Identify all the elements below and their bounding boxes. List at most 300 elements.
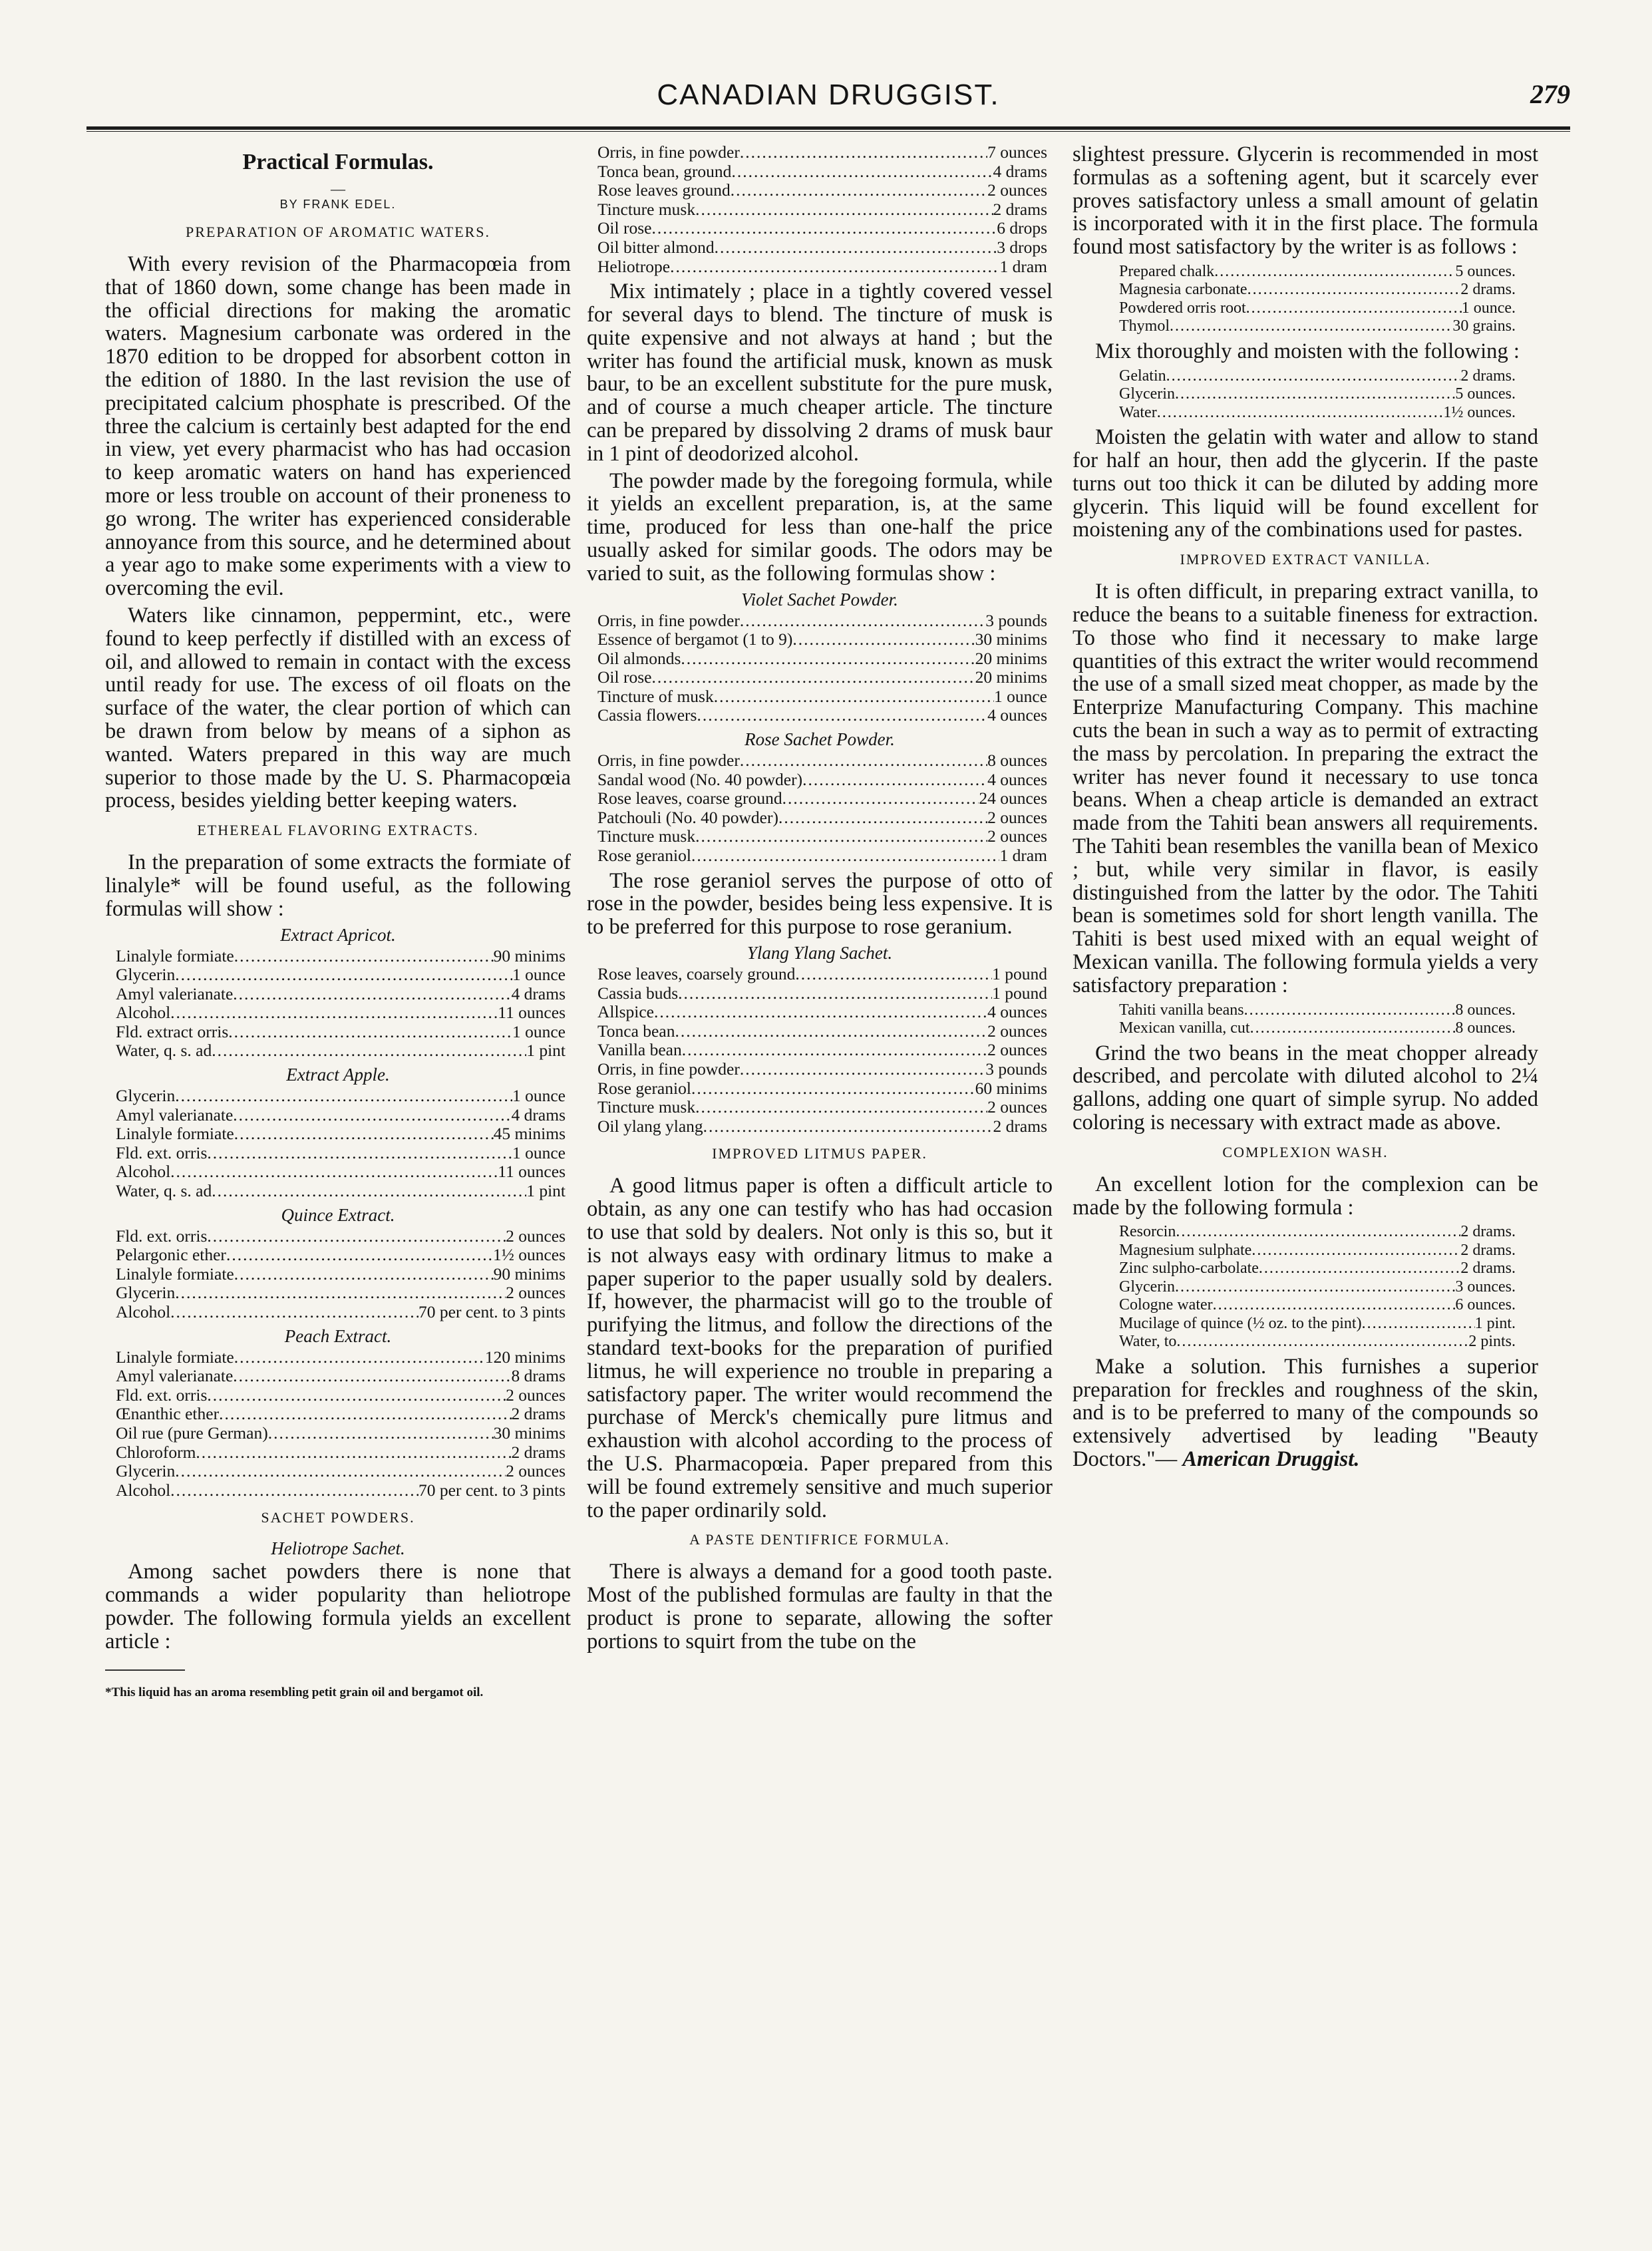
paragraph: There is always a demand for a good tooth paste. Most of the published formulas are faulty in that the product is prone to separate, allowing the softer portions to squirt from the tube on the xyxy=(587,1560,1053,1653)
formula-line xyxy=(116,1265,566,1284)
formula-line xyxy=(597,668,1047,687)
ingredient-name: Heliotrope xyxy=(597,256,671,276)
closing-text: Make a solution. This furnishes a superior preparation for freckles and roughness of the skin, and is to be preferred to many of the compounds so extensively advertised by leading "Beauty Doctors."— xyxy=(1073,1354,1538,1472)
section-heading: A PASTE DENTIFRICE FORMULA. xyxy=(689,1531,950,1548)
ingredient-name: Tincture musk xyxy=(597,1097,696,1117)
ingredient-quantity: 2 ounces xyxy=(987,807,1047,827)
ingredient-name: Resorcin xyxy=(1119,1223,1176,1241)
ingredient-quantity: 1 ounce xyxy=(512,1021,566,1041)
dot-leader xyxy=(1213,1296,1456,1315)
ingredient-name: Gelatin xyxy=(1119,367,1166,385)
ingredient-name: Rose geraniol xyxy=(597,1078,691,1098)
formula-list xyxy=(587,143,1053,276)
ingredient-quantity: 6 drops xyxy=(997,218,1047,238)
ingredient-name: Glycerin xyxy=(116,1461,176,1481)
paragraph: A good litmus paper is often a difficult article to obtain, as any one can testify who has had occasion to use that sold by dealers. Not only is this so, but it is not always easy with ordinary litmus to make a paper superior to the paper usually sold by dealers. If, however, the pharmacist will go to the trouble of purifying the litmus, and follow the directions of the standard text-books for the preparation of purified litmus, he will experience no trouble in preparing a satisfactory paper. The writer would recommend the purchase of Merck's chemically pure litmus and exhaustion with alcohol according to the process of the U.S. Pharmacopœia. Paper prepared from this will be found extremely sensitive and much superior to the paper ordinarily sold. xyxy=(587,1174,1053,1522)
dot-leader xyxy=(697,706,987,725)
ingredient-name: Fld. extract orris xyxy=(116,1021,229,1041)
ingredient-quantity: 2 pints. xyxy=(1468,1333,1516,1351)
running-header xyxy=(86,79,1570,118)
ingredient-quantity: 4 drams xyxy=(993,161,1047,181)
formula-line xyxy=(116,1443,566,1463)
ingredient-name: Cassia buds xyxy=(597,983,679,1003)
ingredient-quantity: 1 pint xyxy=(526,1041,566,1061)
formula-list xyxy=(105,947,571,1061)
dot-leader xyxy=(170,1303,418,1322)
ingredient-name: Alcohol xyxy=(116,1003,171,1023)
ingredient-quantity: 4 ounces xyxy=(987,1002,1047,1022)
dot-leader xyxy=(234,1125,494,1144)
ingredient-quantity: 3 ounces. xyxy=(1455,1278,1516,1296)
ingredient-name: Fld. ext. orris xyxy=(116,1142,208,1162)
ingredient-name: Fld. ext. orris xyxy=(116,1226,208,1246)
formula-line xyxy=(597,162,1047,182)
ingredient-name: Glycerin xyxy=(116,1086,176,1106)
dot-leader xyxy=(1251,1242,1460,1260)
ingredient-quantity: 2 drams xyxy=(511,1442,566,1462)
formula-line xyxy=(116,1348,566,1367)
formula-line xyxy=(1119,1315,1516,1333)
dot-leader xyxy=(731,181,987,200)
ingredient-name: Magnesium sulphate xyxy=(1119,1241,1252,1259)
section-heading: PREPARATION OF AROMATIC WATERS. xyxy=(185,224,491,240)
ingredient-name: Pelargonic ether xyxy=(116,1245,226,1265)
ingredient-quantity: 2 drams xyxy=(511,1404,566,1424)
formula-line xyxy=(116,985,566,1004)
formula-line xyxy=(116,1087,566,1106)
ingredient-name: Powdered orris root xyxy=(1119,299,1246,317)
ingredient-name: Rose leaves, coarsely ground xyxy=(597,964,796,984)
paragraph: The powder made by the foregoing formula, while it yields an excellent preparation, is, at the same time, produced for less than one-half the price usually asked for similar goods. The odors may be varied to suit, as the following formulas show : xyxy=(587,468,1053,586)
formula-line xyxy=(1119,1242,1516,1260)
ingredient-quantity: 1 pound xyxy=(992,964,1047,984)
ingredient-name: Linalyle formiate xyxy=(116,1264,234,1284)
formula-line xyxy=(116,1284,566,1303)
byline: BY FRANK EDEL. xyxy=(279,198,397,211)
dot-leader xyxy=(1157,404,1444,423)
formula-line xyxy=(597,687,1047,707)
paragraph: It is often difficult, in preparing extract vanilla, to reduce the beans to a suitable fineness for extraction. To those who find it necessary to make large quantities of this extract the writer would recommend the use of a small sized meat chopper, as made by the Enterprize Manufacturing Company. This machine cuts the bean in such a way as to permit of extracting the mass by percolation. In preparing the extract the writer has never found it necessary to use tonca beans. When a cheap article is demanded an extract made from the Tahiti bean answers all requirements. The Tahiti bean resembles the vanilla bean of Mexico ; but, while very similar in flavor, is easily distinguished from the latter by the odor. The Tahiti bean is sometimes sold for short length vanilla. The Tahiti is best used mixed with an equal weight of Mexican vanilla. The following formula yields a very satisfactory preparation : xyxy=(1073,580,1538,997)
paragraph: Moisten the gelatin with water and allow to stand for half an hour, then add the glycerin. If the paste turns out too thick it can be diluted by adding more glycerin. This liquid will be found excellent for moistening any of the combinations used for pastes. xyxy=(1073,425,1538,542)
ingredient-name: Amyl valerianate xyxy=(116,983,234,1003)
ingredient-name: Water, q. s. ad xyxy=(116,1181,212,1201)
formula-line xyxy=(116,1227,566,1246)
ingredient-quantity: 2 drams xyxy=(993,1116,1047,1136)
dot-leader xyxy=(1214,263,1455,281)
ingredient-quantity: 1½ ounces. xyxy=(1443,403,1516,421)
ingredient-quantity: 8 drams xyxy=(511,1366,566,1386)
formula-line xyxy=(116,1023,566,1042)
section-heading: IMPROVED LITMUS PAPER. xyxy=(712,1145,927,1162)
formula-line xyxy=(1119,1001,1516,1020)
dot-leader xyxy=(233,985,511,1004)
formula-line xyxy=(1119,1333,1516,1351)
dot-leader xyxy=(234,947,494,966)
dot-leader xyxy=(691,1079,975,1099)
formula-list xyxy=(1073,263,1538,336)
ingredient-name: Tincture musk xyxy=(597,199,696,219)
ingredient-name: Orris, in fine powder xyxy=(597,142,740,162)
dot-leader xyxy=(226,1246,493,1265)
ingredient-quantity: 2 ounces xyxy=(987,1040,1047,1060)
formula-line xyxy=(1119,299,1516,318)
ingredient-name: Orris, in fine powder xyxy=(597,751,740,771)
ingredient-name: Orris, in fine powder xyxy=(597,610,740,630)
ingredient-quantity: 1 ounce. xyxy=(1461,299,1516,317)
dot-leader xyxy=(782,789,979,808)
article-title: Practical Formulas. xyxy=(242,150,434,174)
formula-line xyxy=(1119,317,1516,336)
ingredient-quantity: 6 ounces. xyxy=(1455,1296,1516,1314)
dot-leader xyxy=(268,1424,494,1443)
ingredient-quantity: 1 dram xyxy=(999,846,1047,866)
ingredient-quantity: 8 ounces. xyxy=(1455,1001,1516,1019)
dot-leader xyxy=(1244,1001,1456,1020)
paragraph: Grind the two beans in the meat chopper already described, and percolate with diluted alcohol to 2¼ gallons, adding one quart of simple syrup. No added coloring is necessary with extract made as above. xyxy=(1073,1041,1538,1134)
ingredient-quantity: 2 ounces xyxy=(506,1226,566,1246)
ingredient-name: Oil rue (pure German) xyxy=(116,1423,268,1443)
ingredient-quantity: 24 ounces xyxy=(979,788,1047,808)
formula-title: Ylang Ylang Sachet. xyxy=(746,943,893,963)
formula-line xyxy=(116,1041,566,1061)
paragraph: Mix thoroughly and moisten with the following : xyxy=(1095,339,1520,363)
formula-title: Quince Extract. xyxy=(281,1204,395,1225)
paragraph: Waters like cinnamon, peppermint, etc., were found to keep perfectly if distilled with an excess of oil, and allowed to remain in contact with the excess until ready for use. The excess of oil floats on the surface of the water, the clear portion of which can be drawn from below by means of a siphon as wanted. Waters prepared in this way are much superior to those made by the U. S. Pharmacopœia process, besides yielding better keeping waters. xyxy=(105,603,571,813)
formula-line xyxy=(1119,367,1516,386)
ingredient-name: Alcohol xyxy=(116,1480,171,1500)
ingredient-name: Essence of bergamot (1 to 9) xyxy=(597,629,793,649)
ingredient-name: Vanilla bean xyxy=(597,1040,682,1060)
formula-list xyxy=(105,1227,571,1322)
ingredient-name: Fld. ext. orris xyxy=(116,1385,208,1405)
ingredient-name: Patchouli (No. 40 powder) xyxy=(597,807,778,827)
ingredient-name: Amyl valerianate xyxy=(116,1366,234,1386)
ingredient-quantity: 2 drams. xyxy=(1460,281,1516,299)
formula-line xyxy=(1119,1223,1516,1242)
formula-line xyxy=(1119,385,1516,404)
dot-leader xyxy=(681,649,975,669)
formula-line xyxy=(597,258,1047,277)
dot-leader xyxy=(175,1087,512,1106)
ingredient-quantity: 2 ounces xyxy=(987,826,1047,846)
dot-leader xyxy=(695,827,987,846)
ingredient-quantity: 1 ounce xyxy=(512,965,566,985)
ingredient-quantity: 11 ounces xyxy=(498,1003,566,1023)
formula-line xyxy=(597,238,1047,258)
formula-line xyxy=(597,181,1047,200)
ingredient-name: Cologne water xyxy=(1119,1296,1213,1314)
footnote-rule xyxy=(105,1669,185,1671)
dot-leader xyxy=(1250,1019,1456,1038)
dot-leader xyxy=(207,1386,506,1405)
ingredient-quantity: 8 ounces xyxy=(987,751,1047,771)
formula-line xyxy=(1119,1019,1516,1038)
formula-line xyxy=(597,219,1047,238)
section-heading: COMPLEXION WASH. xyxy=(1222,1143,1389,1160)
ingredient-name: Thymol xyxy=(1119,317,1170,335)
formula-line xyxy=(116,1144,566,1163)
formula-line xyxy=(597,1079,1047,1099)
dot-leader xyxy=(802,771,987,790)
dot-leader xyxy=(207,1144,512,1163)
ingredient-name: Linalyle formiate xyxy=(116,946,234,965)
ingredient-quantity: 4 ounces xyxy=(987,705,1047,725)
formula-line xyxy=(597,984,1047,1003)
ingredient-quantity: 3 pounds xyxy=(985,1059,1047,1079)
ingredient-quantity: 90 minims xyxy=(493,946,566,965)
ingredient-name: Magnesia carbonate xyxy=(1119,281,1247,299)
formula-title: Extract Apricot. xyxy=(280,924,396,945)
dot-leader xyxy=(175,1284,506,1303)
ingredient-name: Tahiti vanilla beans xyxy=(1119,1001,1244,1019)
dot-leader xyxy=(695,1098,987,1117)
formula-list xyxy=(105,1087,571,1201)
formula-line xyxy=(1119,404,1516,423)
dot-leader xyxy=(695,200,993,220)
ingredient-quantity: 2 drams. xyxy=(1460,1241,1516,1259)
formula-line xyxy=(1119,1296,1516,1315)
dot-leader xyxy=(175,965,512,985)
formula-line xyxy=(116,1303,566,1322)
formula-line xyxy=(597,771,1047,790)
dot-leader xyxy=(1362,1315,1475,1333)
formula-list xyxy=(587,965,1053,1136)
dot-leader xyxy=(1176,1223,1460,1242)
dot-leader xyxy=(1175,1278,1455,1297)
ingredient-name: Tincture musk xyxy=(597,826,696,846)
column-3 xyxy=(1073,143,1538,1475)
formula-line xyxy=(116,1367,566,1386)
dot-leader xyxy=(196,1443,511,1463)
dot-leader xyxy=(234,1265,494,1284)
formula-line xyxy=(116,947,566,966)
ingredient-quantity: 2 ounces xyxy=(506,1283,566,1303)
paragraph: Among sachet powders there is none that commands a wider popularity than heliotrope powder. The following formula yields an excellent article : xyxy=(105,1560,571,1653)
ingredient-name: Glycerin xyxy=(1119,1278,1175,1296)
section-heading: IMPROVED EXTRACT VANILLA. xyxy=(1180,551,1431,568)
ingredient-name: Oil ylang ylang xyxy=(597,1116,703,1136)
formula-line xyxy=(597,1060,1047,1079)
formula-list xyxy=(587,611,1053,726)
dot-leader xyxy=(740,751,987,771)
formula-title: Heliotrope Sachet. xyxy=(271,1538,405,1559)
ingredient-name: Orris, in fine powder xyxy=(597,1059,740,1079)
ingredient-quantity: 4 drams xyxy=(511,1105,566,1125)
ingredient-name: Oil rose xyxy=(597,218,652,238)
formula-line xyxy=(116,1405,566,1424)
header-rule-thin xyxy=(86,131,1570,132)
ingredient-quantity: 1 pound xyxy=(992,983,1047,1003)
formula-line xyxy=(597,846,1047,866)
dot-leader xyxy=(170,1003,498,1023)
formula-line xyxy=(597,706,1047,725)
ingredient-name: Prepared chalk xyxy=(1119,262,1215,280)
paragraph xyxy=(1073,1355,1538,1471)
ingredient-quantity: 60 minims xyxy=(975,1078,1047,1098)
paragraph: An excellent lotion for the complexion can be made by the following formula : xyxy=(1073,1172,1538,1220)
ingredient-quantity: 45 minims xyxy=(493,1124,566,1144)
ingredient-quantity: 3 drops xyxy=(997,237,1047,257)
ingredient-quantity: 2 drams. xyxy=(1460,367,1516,385)
dot-leader xyxy=(1246,299,1462,318)
footnote: *This liquid has an aroma resembling petit grain oil and bergamot oil. xyxy=(105,1685,484,1699)
formula-line xyxy=(116,1003,566,1023)
ingredient-quantity: 2 ounces xyxy=(987,1097,1047,1117)
dot-leader xyxy=(212,1182,526,1201)
formula-line xyxy=(116,1481,566,1500)
dot-leader xyxy=(234,1348,485,1367)
ingredient-name: Glycerin xyxy=(1119,385,1175,403)
formula-line xyxy=(116,1246,566,1265)
title-dash: — xyxy=(331,180,345,197)
ingredient-name: Tonca bean, ground xyxy=(597,161,732,181)
ingredient-quantity: 4 drams xyxy=(511,983,566,1003)
ingredient-quantity: 8 ounces. xyxy=(1455,1019,1516,1037)
ingredient-quantity: 30 minims xyxy=(493,1423,566,1443)
dot-leader xyxy=(678,984,992,1003)
ingredient-name: Rose geraniol xyxy=(597,846,691,866)
dot-leader xyxy=(670,258,999,277)
ingredient-quantity: 1 ounce xyxy=(512,1142,566,1162)
formula-line xyxy=(597,808,1047,828)
ingredient-quantity: 2 ounces xyxy=(506,1385,566,1405)
ingredient-quantity: 7 ounces xyxy=(987,142,1047,162)
formula-line xyxy=(597,630,1047,649)
formula-line xyxy=(1119,1278,1516,1297)
formula-line xyxy=(116,1125,566,1144)
ingredient-quantity: 90 minims xyxy=(493,1264,566,1284)
dot-leader xyxy=(233,1367,511,1386)
formula-line xyxy=(597,1117,1047,1136)
ingredient-quantity: 20 minims xyxy=(975,667,1047,687)
ingredient-name: Mexican vanilla, cut xyxy=(1119,1019,1250,1037)
formula-line xyxy=(597,1022,1047,1041)
dot-leader xyxy=(740,611,985,631)
formula-line xyxy=(1119,281,1516,299)
ingredient-quantity: 2 ounces xyxy=(506,1461,566,1481)
column-1 xyxy=(105,143,571,1700)
formula-line xyxy=(597,1041,1047,1060)
formula-list xyxy=(105,1348,571,1500)
ingredient-name: Rose leaves ground xyxy=(597,180,731,200)
ingredient-quantity: 70 per cent. to 3 pints xyxy=(418,1480,566,1500)
dot-leader xyxy=(1259,1260,1460,1278)
ingredient-quantity: 5 ounces. xyxy=(1455,262,1516,280)
formula-line xyxy=(597,789,1047,808)
formula-line xyxy=(1119,1260,1516,1278)
paragraph: With every revision of the Pharmacopœia from that of 1860 down, some change has been made in the official directions for making the aromatic waters. Magnesium carbonate was ordered in the 1870 edition to be dropped for absorbent cotton in the edition of 1880. In the last revision the use of precipitated calcium phosphate is prescribed. Of the three the calcium is certainly best adapted for the end in view, yet every pharmacist who has had occasion to keep aromatic waters on hand has experienced more or less trouble on account of their proneness to go wrong. The writer has experienced considerable annoyance from this source, and he determined about a year ago to make some experiments with a view to overcoming the evil. xyxy=(105,252,571,601)
formula-list xyxy=(1073,1223,1538,1351)
dot-leader xyxy=(1166,367,1461,386)
ingredient-name: Zinc sulpho-carbolate xyxy=(1119,1260,1259,1278)
formula-line xyxy=(597,1098,1047,1117)
ingredient-name: Linalyle formiate xyxy=(116,1124,234,1144)
ingredient-name: Œnanthic ether xyxy=(116,1404,220,1424)
ingredient-name: Tonca bean xyxy=(597,1021,675,1041)
formula-list xyxy=(1073,367,1538,423)
ingredient-name: Mucilage of quince (½ oz. to the pint) xyxy=(1119,1314,1362,1332)
dot-leader xyxy=(795,965,992,984)
dot-leader xyxy=(703,1117,993,1136)
dot-leader xyxy=(715,238,997,258)
formula-line xyxy=(597,827,1047,846)
ingredient-quantity: 1 pint xyxy=(526,1181,566,1201)
ingredient-quantity: 2 ounces xyxy=(987,180,1047,200)
formula-line xyxy=(597,649,1047,669)
ingredient-name: Water xyxy=(1119,403,1157,421)
dot-leader xyxy=(219,1405,511,1424)
formula-line xyxy=(116,1462,566,1481)
dot-leader xyxy=(740,143,987,162)
ingredient-quantity: 70 per cent. to 3 pints xyxy=(418,1302,566,1322)
dot-leader xyxy=(654,1003,987,1022)
page-number: 279 xyxy=(1530,79,1570,109)
dot-leader xyxy=(731,162,993,182)
ingredient-name: Alcohol xyxy=(116,1302,171,1322)
paragraph: In the preparation of some extracts the formiate of linalyle* will be found useful, as the following formulas will show : xyxy=(105,850,571,921)
formula-title: Extract Apple. xyxy=(286,1065,390,1085)
dot-leader xyxy=(228,1023,512,1042)
ingredient-name: Water, q. s. ad xyxy=(116,1041,212,1061)
formula-line xyxy=(116,1386,566,1405)
source-credit: American Druggist. xyxy=(1182,1447,1360,1472)
formula-line xyxy=(116,1424,566,1443)
formula-line xyxy=(597,965,1047,984)
ingredient-name: Chloroform xyxy=(116,1442,196,1462)
dot-leader xyxy=(233,1106,511,1125)
paragraph: Mix intimately ; place in a tightly covered vessel for several days to blend. The tincture of musk is quite expensive and not always at hand ; but the writer has found the artificial musk, known as musk baur, to be an excellent substitute for the pure musk, and of course a much cheaper article. The tincture can be prepared by dissolving 2 drams of musk baur in 1 pint of deodorized alcohol. xyxy=(587,279,1053,466)
ingredient-quantity: 120 minims xyxy=(484,1347,566,1367)
ingredient-name: Oil rose xyxy=(597,667,652,687)
ingredient-quantity: 1 ounce xyxy=(512,1086,566,1106)
formula-line xyxy=(597,611,1047,631)
formula-line xyxy=(116,1162,566,1182)
formula-line xyxy=(597,143,1047,162)
formula-line xyxy=(116,1106,566,1125)
dot-leader xyxy=(207,1227,506,1246)
formula-line xyxy=(1119,263,1516,281)
ingredient-quantity: 2 drams. xyxy=(1460,1223,1516,1241)
dot-leader xyxy=(792,630,975,649)
ingredient-name: Glycerin xyxy=(116,965,176,985)
dot-leader xyxy=(175,1462,506,1481)
dot-leader xyxy=(1247,281,1461,299)
formula-line xyxy=(597,200,1047,220)
ingredient-quantity: 30 grains. xyxy=(1452,317,1516,335)
column-2 xyxy=(587,143,1053,1657)
ingredient-quantity: 1 dram xyxy=(999,256,1047,276)
ingredient-name: Linalyle formiate xyxy=(116,1347,234,1367)
ingredient-quantity: 1½ ounces xyxy=(492,1245,566,1265)
ingredient-quantity: 1 ounce xyxy=(993,686,1047,706)
ingredient-quantity: 20 minims xyxy=(975,648,1047,668)
ingredient-name: Oil almonds xyxy=(597,648,681,668)
dot-leader xyxy=(682,1041,987,1060)
section-heading: SACHET POWDERS. xyxy=(261,1509,415,1526)
dot-leader xyxy=(778,808,987,828)
ingredient-name: Amyl valerianate xyxy=(116,1105,234,1125)
formula-line xyxy=(116,1182,566,1201)
ingredient-quantity: 2 drams xyxy=(993,199,1047,219)
formula-list xyxy=(587,751,1053,866)
formula-list xyxy=(1073,1001,1538,1038)
ingredient-quantity: 3 pounds xyxy=(985,610,1047,630)
ingredient-quantity: 2 ounces xyxy=(987,1021,1047,1041)
header-rule xyxy=(86,126,1570,130)
dot-leader xyxy=(714,687,994,707)
ingredient-quantity: 5 ounces. xyxy=(1455,385,1516,403)
ingredient-name: Glycerin xyxy=(116,1283,176,1303)
